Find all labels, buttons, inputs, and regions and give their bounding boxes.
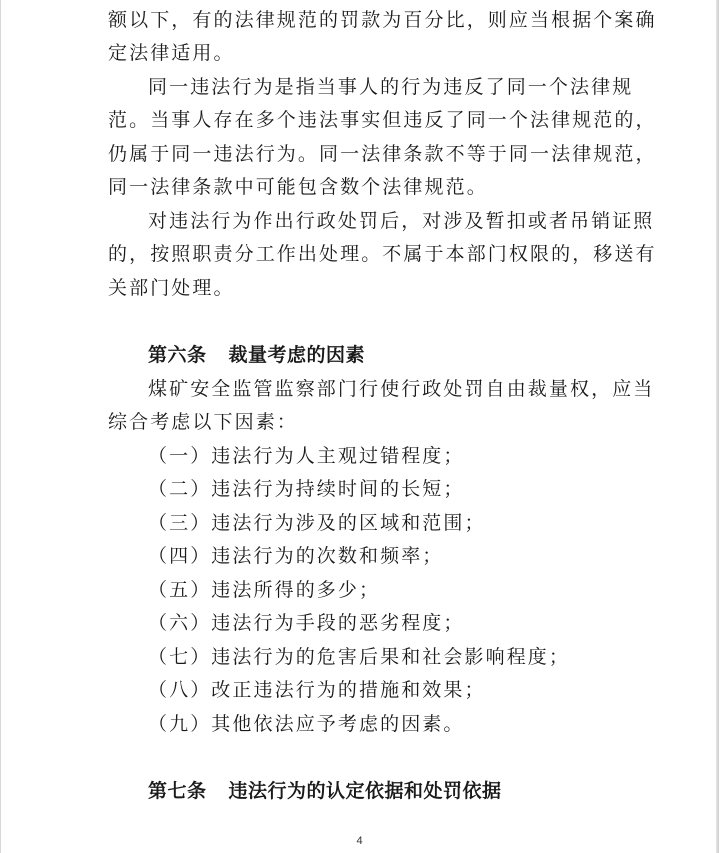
paragraph-line: 同一违法行为是指当事人的行为违反了同一个法律规 [148,76,634,98]
page-left-edge [0,0,1,853]
paragraph-line: 范。当事人存在多个违法事实但违反了同一个法律规范的， [108,109,657,131]
page-number: 4 [356,835,363,847]
factor-list-item: （六）违法行为手段的恶劣程度； [148,612,465,634]
factor-list-item: （五）违法所得的多少； [148,579,381,601]
factor-list-item: （八）改正违法行为的措施和效果； [148,679,486,701]
factor-list-item: （七）违法行为的危害后果和社会影响程度； [148,646,571,668]
paragraph-line: 定法律适用。 [108,42,235,64]
article-7-title: 违法行为的认定依据和处罚依据 [228,780,502,802]
article-6-intro-line: 煤矿安全监管监察部门行使行政处罚自由裁量权，应当 [148,378,655,400]
article-7-number: 第七条 [148,780,207,802]
factor-list-item: （四）违法行为的次数和频率； [148,545,444,567]
article-6-heading [148,343,365,367]
factor-list-item: （三）违法行为涉及的区域和范围； [148,512,486,534]
paragraph-line: 的，按照职责分工作出处理。不属于本部门权限的，移送有 [108,243,657,265]
factor-list-item: （二）违法行为持续时间的长短； [148,478,465,500]
paragraph-line: 仍属于同一违法行为。同一法律条款不等于同一法律规范， [108,143,657,165]
factor-list-item: （一）违法行为人主观过错程度； [148,445,465,467]
article-6-title: 裁量考虑的因素 [228,344,366,366]
paragraph-line: 对违法行为作出行政处罚后，对涉及暂扣或者吊销证照 [148,210,655,232]
paragraph-line: 同一法律条款中可能包含数个法律规范。 [108,176,488,198]
factor-list-item: （九）其他依法应予考虑的因素。 [148,713,465,735]
article-7-heading [148,779,502,803]
paragraph-line: 额以下，有的法律规范的罚款为百分比，则应当根据个案确 [108,9,657,31]
article-6-number: 第六条 [148,344,207,366]
paragraph-line: 关部门处理。 [108,277,235,299]
article-6-intro-line: 综合考虑以下因素： [108,411,298,433]
